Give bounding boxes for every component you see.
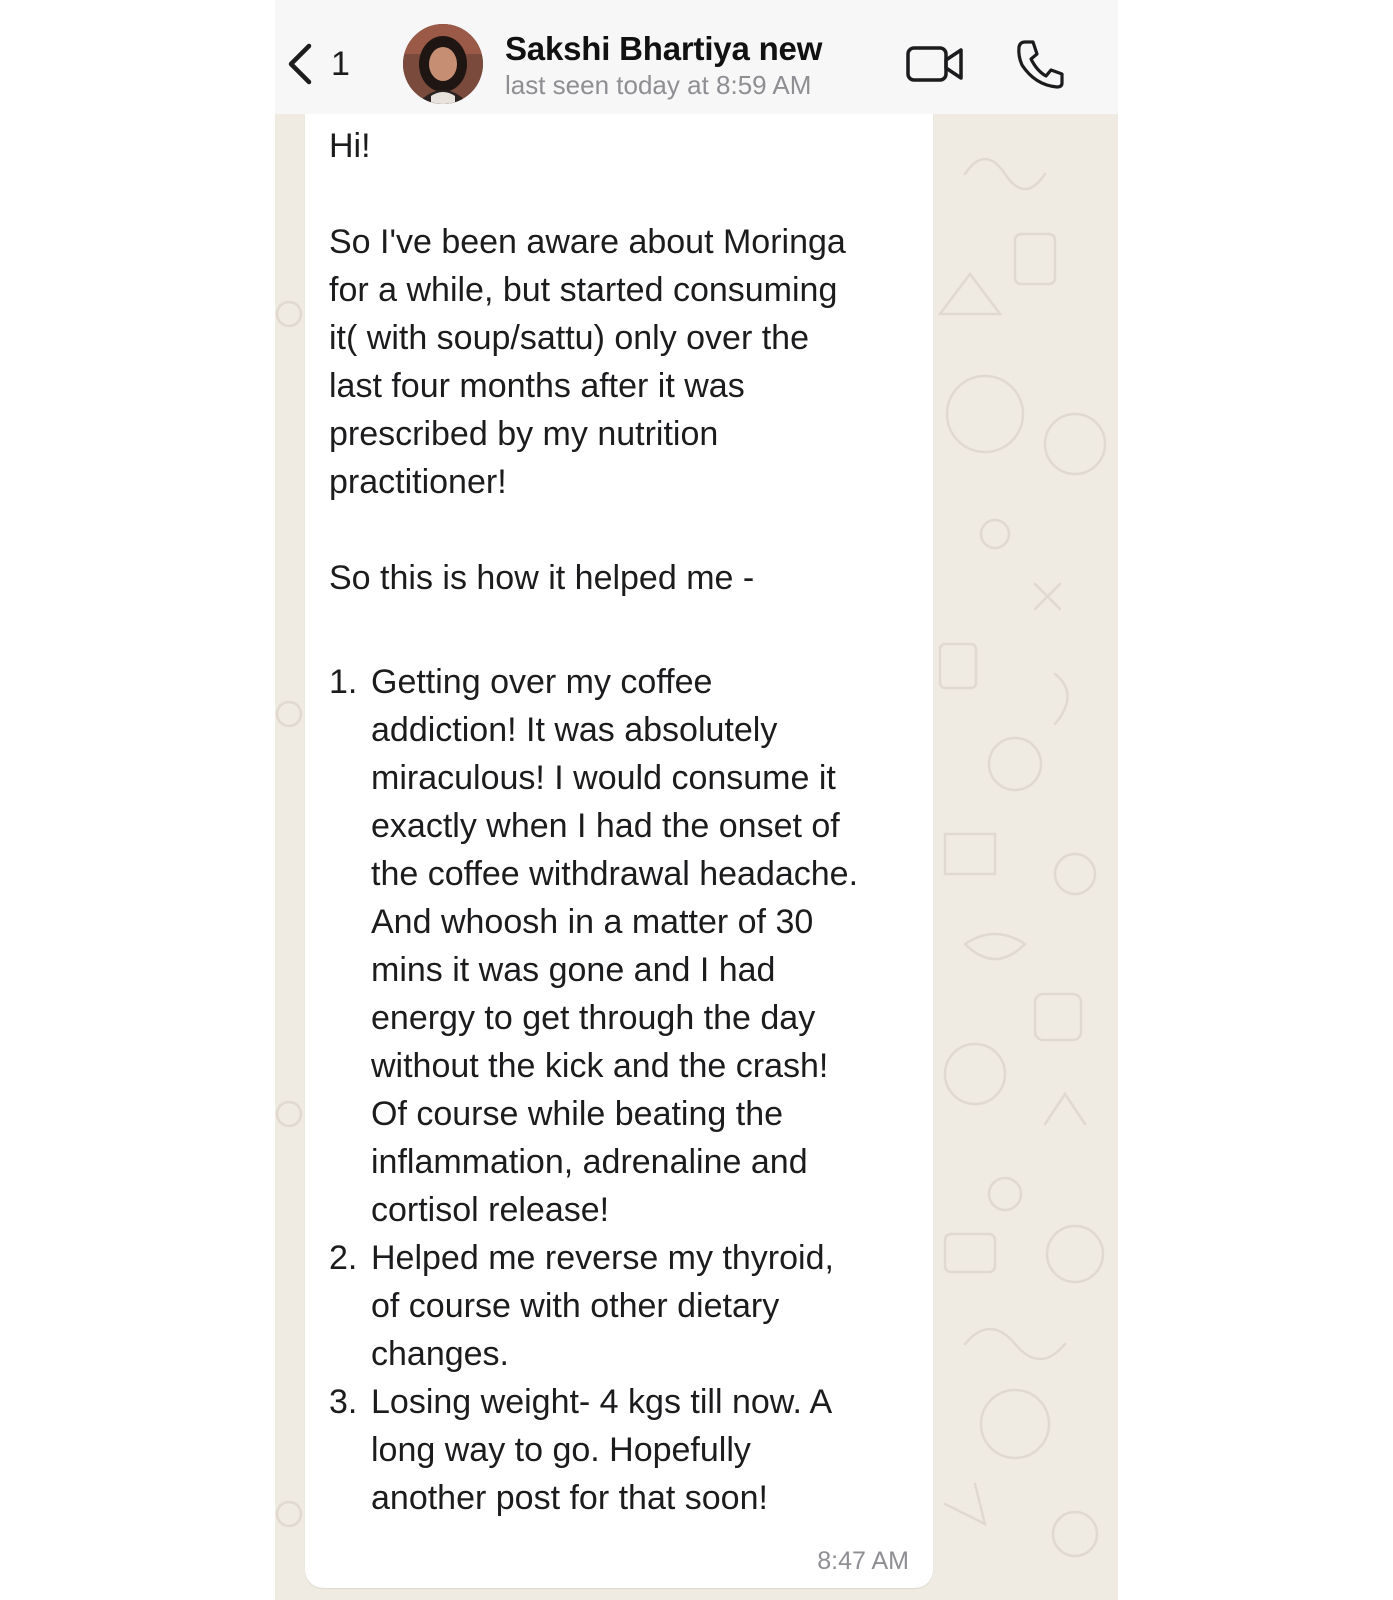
list-line: the coffee withdrawal headache. (371, 855, 859, 893)
chat-header (275, 0, 1118, 115)
contact-name[interactable]: Sakshi Bhartiya new (505, 30, 823, 67)
list-line: long way to go. Hopefully (371, 1431, 751, 1469)
list-line: miraculous! I would consume it (371, 759, 836, 797)
list-line: without the kick and the crash! (371, 1047, 829, 1085)
message-text (329, 122, 919, 1522)
list-line: Losing weight- 4 kgs till now. A (371, 1383, 833, 1421)
list-line: another post for that soon! (371, 1479, 768, 1517)
list-line: Of course while beating the (371, 1095, 784, 1133)
paragraph-line: it( with soup/sattu) only over the (329, 319, 810, 357)
list-line: exactly when I had the onset of (371, 807, 840, 845)
intro-line: So this is how it helped me - (329, 559, 755, 597)
list-line: And whoosh in a matter of 30 (371, 903, 814, 941)
back-button[interactable] (285, 36, 365, 92)
avatar[interactable] (403, 24, 483, 104)
list-line: inflammation, adrenaline and (371, 1143, 808, 1181)
voice-call-button[interactable] (1015, 38, 1065, 90)
list-line: Helped me reverse my thyroid, (371, 1239, 834, 1277)
list-line: energy to get through the day (371, 999, 816, 1037)
list-number: 1. (329, 663, 358, 701)
list-line: addiction! It was absolutely (371, 711, 778, 749)
greeting-line: Hi! (329, 127, 371, 165)
benefits-list (329, 658, 919, 1522)
chat-screen (275, 0, 1118, 1600)
unread-count: 1 (331, 45, 350, 83)
message-bubble[interactable] (305, 114, 933, 1588)
list-line: mins it was gone and I had (371, 951, 776, 989)
paragraph-line: for a while, but started consuming (329, 271, 838, 309)
list-item (329, 1234, 919, 1378)
video-camera-icon (905, 40, 965, 88)
list-line: cortisol release! (371, 1191, 610, 1229)
list-line: Getting over my coffee (371, 663, 713, 701)
video-call-button[interactable] (905, 40, 965, 88)
chevron-left-icon (285, 40, 315, 88)
phone-icon (1015, 38, 1065, 90)
list-line: changes. (371, 1335, 509, 1373)
paragraph-line: last four months after it was (329, 367, 745, 405)
list-item (329, 658, 919, 1234)
list-line: of course with other dietary (371, 1287, 780, 1325)
message-timestamp: 8:47 AM (817, 1547, 909, 1575)
paragraph-line: So I've been aware about Moringa (329, 223, 846, 261)
list-item (329, 1378, 919, 1522)
chat-background (275, 114, 1118, 1600)
list-number: 3. (329, 1383, 358, 1421)
paragraph-line: practitioner! (329, 463, 507, 501)
list-number: 2. (329, 1239, 358, 1277)
paragraph-line: prescribed by my nutrition (329, 415, 719, 453)
last-seen-status: last seen today at 8:59 AM (505, 70, 812, 100)
